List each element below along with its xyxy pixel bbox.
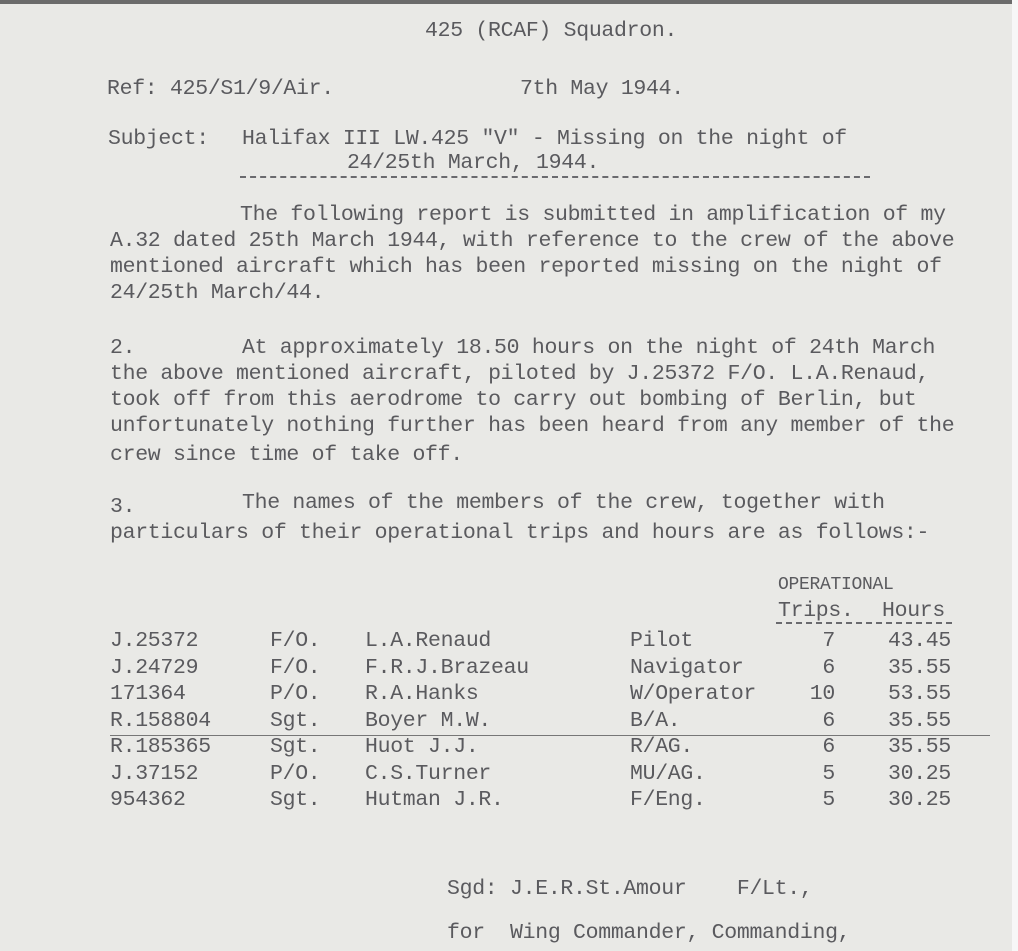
crew-name: R.A.Hanks <box>365 682 479 706</box>
subject-underline <box>240 176 870 178</box>
crew-trips: 5 <box>822 788 835 812</box>
paragraph-3-line: particulars of their operational trips and hours are as follows:- <box>110 521 930 545</box>
crew-trips: 5 <box>822 761 835 786</box>
table-row <box>0 655 1018 681</box>
paragraph-2-line: At approximately 18.50 hours on the night of 24th March <box>242 336 936 360</box>
crew-role: MU/AG. <box>630 761 706 786</box>
crew-role: W/Operator <box>630 682 757 706</box>
document-heading: 425 (RCAF) Squadron. <box>425 19 678 43</box>
crew-number: J.25372 <box>110 629 199 653</box>
column-header-hours: Hours <box>882 599 946 623</box>
subject-line-1: Halifax III LW.425 "V" - Missing on the night of <box>242 127 847 151</box>
crew-hours: 35.55 <box>887 655 951 680</box>
crew-name: Huot J.J. <box>365 735 479 759</box>
crew-hours: 53.55 <box>887 682 951 706</box>
crew-rank: Sgt. <box>270 708 321 733</box>
paragraph-2-line: the above mentioned aircraft, piloted by J.25372 F/O. L.A.Renaud, <box>110 362 930 386</box>
crew-rank: F/O. <box>270 655 321 680</box>
crew-trips: 6 <box>822 655 835 680</box>
crew-role: F/Eng. <box>630 788 706 812</box>
crew-rank: Sgt. <box>270 735 321 759</box>
paragraph-1-line: The following report is submitted in amplification of my <box>240 203 946 227</box>
crew-role: R/AG. <box>630 735 694 759</box>
crew-name: F.R.J.Brazeau <box>365 655 529 680</box>
crew-rank: P/O. <box>270 682 321 706</box>
paragraph-2-line: took off from this aerodrome to carry out bombing of Berlin, but <box>110 388 917 412</box>
table-row <box>0 787 1018 813</box>
paragraph-2-line: unfortunately nothing further has been heard from any member of the <box>110 414 955 438</box>
crew-number: J.24729 <box>110 655 199 680</box>
crew-hours: 30.25 <box>887 761 951 786</box>
crew-trips: 10 <box>809 682 835 706</box>
scan-top-edge <box>0 0 1018 4</box>
paragraph-3-line: The names of the members of the crew, together with <box>242 491 885 515</box>
paragraph-1-line: 24/25th March/44. <box>110 281 325 305</box>
column-header-trips: Trips. <box>778 599 854 623</box>
crew-name: Hutman J.R. <box>365 788 504 812</box>
table-row <box>0 708 1018 734</box>
crew-number: 171364 <box>110 682 186 706</box>
signature-line: Sgd: J.E.R.St.Amour F/Lt., <box>447 877 813 901</box>
crew-hours: 35.55 <box>887 708 951 733</box>
crew-rank: F/O. <box>270 629 321 653</box>
paragraph-2-line: crew since time of take off. <box>110 443 463 467</box>
signatory-title: for Wing Commander, Commanding, <box>447 921 851 945</box>
table-row <box>0 681 1018 707</box>
subject-label: Subject: <box>108 127 209 151</box>
crew-trips: 6 <box>822 708 835 733</box>
crew-role: Pilot <box>630 629 694 653</box>
crew-rank: P/O. <box>270 761 321 786</box>
crew-role: B/A. <box>630 708 681 733</box>
crew-hours: 43.45 <box>887 629 951 653</box>
crew-hours: 30.25 <box>887 788 951 812</box>
crew-number: R.158804 <box>110 708 211 733</box>
crew-role: Navigator <box>630 655 744 680</box>
crew-name: L.A.Renaud <box>365 629 492 653</box>
table-row <box>0 628 1018 654</box>
reference: Ref: 425/S1/9/Air. <box>107 77 334 101</box>
subject-line-2: 24/25th March, 1944. <box>347 151 600 175</box>
crew-trips: 6 <box>822 735 835 759</box>
crew-trips: 7 <box>822 629 835 653</box>
crew-number: R.185365 <box>110 735 211 759</box>
crew-name: Boyer M.W. <box>365 708 492 733</box>
crew-number: J.37152 <box>110 761 199 786</box>
paragraph-3-number: 3. <box>110 495 136 519</box>
crew-name: C.S.Turner <box>365 761 492 786</box>
table-group-header: OPERATIONAL <box>778 575 894 595</box>
table-row <box>0 761 1018 787</box>
table-row <box>0 734 1018 760</box>
header-underline <box>776 622 952 624</box>
paragraph-1-line: mentioned aircraft which has been reported missing on the night of <box>110 255 942 279</box>
paragraph-1-line: A.32 dated 25th March 1944, with reference to the crew of the above <box>110 229 955 253</box>
crew-hours: 35.55 <box>887 735 951 759</box>
paragraph-2-number: 2. <box>110 336 136 360</box>
crew-number: 954362 <box>110 788 186 812</box>
document-date: 7th May 1944. <box>520 77 684 101</box>
crew-rank: Sgt. <box>270 788 321 812</box>
scan-line-mark <box>110 735 990 736</box>
